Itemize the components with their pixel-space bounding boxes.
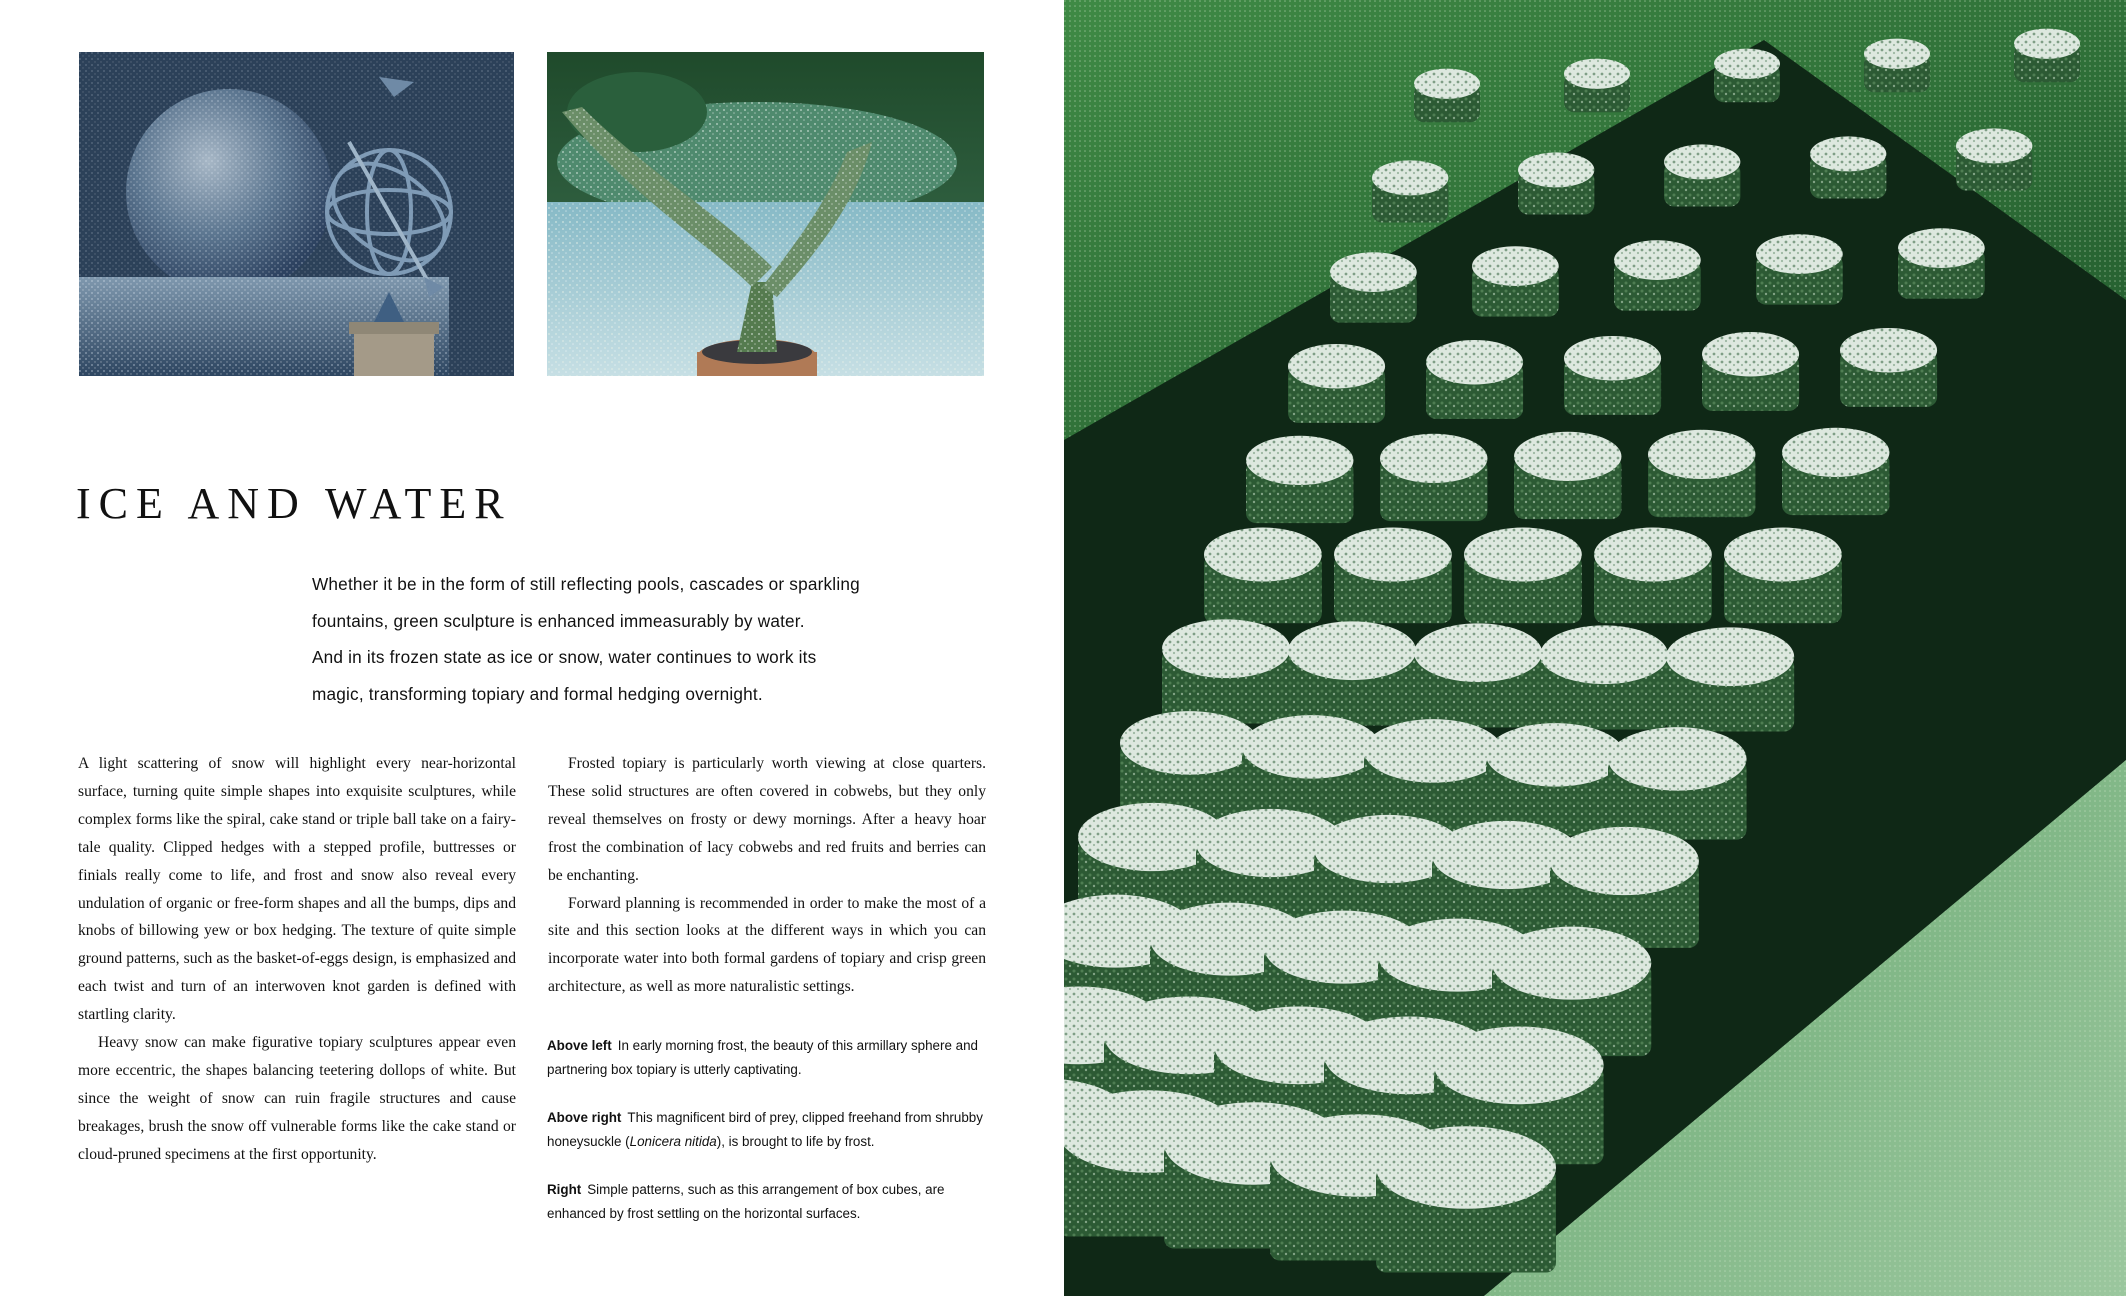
caption-text: This magnificent bird of prey, clipped freehand from shrubby honeysuckle ( [547, 1110, 983, 1149]
intro-paragraph [312, 566, 992, 712]
caption-label: Above left [547, 1038, 612, 1053]
box-cube-frost-top [1330, 252, 1417, 292]
box-cube-frost-top [1756, 234, 1843, 274]
page-title: ICE AND WATER [76, 479, 512, 528]
caption-label: Above right [547, 1110, 622, 1125]
box-cube-frost-top [1486, 723, 1625, 787]
body-column-1 [78, 750, 516, 1169]
box-cube-frost-top [1782, 428, 1889, 477]
box-cube-frost-top [1288, 621, 1416, 680]
intro-line: Whether it be in the form of still reflecting pools, cascades or sparkling [312, 574, 860, 594]
intro-line: magic, transforming topiary and formal hedging overnight. [312, 683, 763, 704]
box-cube-frost-top [1334, 528, 1452, 582]
caption-right [547, 1178, 997, 1226]
box-cube-frost-top [1540, 625, 1668, 684]
box-cube-frost-top [1714, 49, 1780, 79]
box-cube-frost-top [1364, 719, 1503, 783]
box-cube-frost-top [1648, 430, 1755, 479]
intro-line: fountains, green sculpture is enhanced immeasurably by water. [312, 610, 805, 631]
box-cube-frost-top [2014, 29, 2080, 59]
box-cube-frost-top [1514, 432, 1621, 481]
box-cube-frost-top [1664, 144, 1740, 179]
box-cube-frost-top [1864, 39, 1930, 69]
box-cube-frost-top [1564, 336, 1661, 381]
box-cube-frost-top [1242, 715, 1381, 779]
box-cube-frost-top [1246, 436, 1353, 485]
box-cube-frost-top [1372, 160, 1448, 195]
box-cube-frost-top [1614, 240, 1701, 280]
box-cube-frost-top [1492, 927, 1651, 1000]
caption-text: ), is brought to life by frost. [716, 1134, 875, 1149]
caption-above-right [547, 1106, 997, 1154]
box-cube-frost-top [1550, 827, 1699, 895]
box-cube-frost-top [1380, 434, 1487, 483]
intro-line: And in its frozen state as ice or snow, water continues to work its [312, 647, 817, 667]
box-cube-frost-top [1414, 623, 1542, 682]
box-cube-frost-top [1464, 528, 1582, 582]
caption-text: Simple patterns, such as this arrangement of box cubes, are enhanced by frost settling on the horizontal surfaces. [547, 1182, 945, 1221]
box-cube-frost-top [1810, 136, 1886, 171]
box-cube-frost-top [1594, 528, 1712, 582]
box-cube-frost-top [1840, 328, 1937, 373]
box-cube-frost-top [1376, 1126, 1556, 1209]
box-cube-frost-top [1120, 711, 1259, 775]
body-paragraph: Heavy snow can make figurative topiary sculptures appear even more eccentric, the shapes balancing teetering dollops of white. But since the weight of snow can ruin fragile structures and cause breakages, brush the snow off vulnerable forms like the cake stand or cloud-pruned specimens at the first opportunity. [78, 1034, 516, 1163]
body-paragraph: Forward planning is recommended in order to make the most of a site and this section looks at the different ways in which you can incorporate water into both formal gardens of topiary and crisp green architecture, as well as more naturalistic settings. [548, 894, 986, 996]
box-cube-frost-top [1898, 228, 1985, 268]
box-cube-frost-top [1956, 128, 2032, 163]
box-cube-frost-top [1518, 152, 1594, 187]
caption-above-left [547, 1034, 997, 1082]
caption-label: Right [547, 1182, 582, 1197]
photo-armillary-sphere [79, 52, 514, 376]
photo-box-cubes [1064, 0, 2126, 1296]
captions [547, 1034, 997, 1250]
box-cube-frost-top [1608, 727, 1747, 791]
box-cube-frost-top [1204, 528, 1322, 582]
box-cube-frost-top [1724, 528, 1842, 582]
body-paragraph: Frosted topiary is particularly worth viewing at close quarters. These solid structures are often covered in cobwebs, but they only reveal themselves on frosty or dewy mornings. After a heavy hoar frost the combination of lacy cobwebs and red fruits and berries can be enchanting. [548, 755, 986, 884]
box-cube-frost-top [1288, 344, 1385, 389]
box-cube-frost-top [1666, 627, 1794, 686]
box-cube-frost-top [1426, 340, 1523, 385]
box-cube-frost-top [1414, 69, 1480, 99]
caption-italic: Lonicera nitida [629, 1134, 717, 1149]
box-cube-frost-top [1162, 619, 1290, 678]
body-column-2 [548, 750, 986, 1001]
photo-bird-topiary [547, 52, 984, 376]
box-cube-frost-top [1702, 332, 1799, 377]
box-cube-frost-top [1434, 1026, 1604, 1104]
caption-text: In early morning frost, the beauty of this armillary sphere and partnering box topiary is utterly captivating. [547, 1038, 978, 1077]
box-cube-frost-top [1472, 246, 1559, 286]
body-paragraph: A light scattering of snow will highlight every near-horizontal surface, turning quite simple shapes into exquisite sculptures, while complex forms like the spiral, cake stand or triple ball take on a fairy-tale quality. Clipped hedges with a stepped profile, buttresses or finials really come to life, and frost and snow also reveal every undulation of organic or free-form shapes and all the bumps, dips and knobs of billowing yew or box hedging. The texture of quite simple ground patterns, such as the basket-of-eggs design, is emphasized and each twist and turn of an interwoven knot garden is defined with startling clarity. [78, 755, 516, 1024]
box-cube-frost-top [1564, 59, 1630, 89]
